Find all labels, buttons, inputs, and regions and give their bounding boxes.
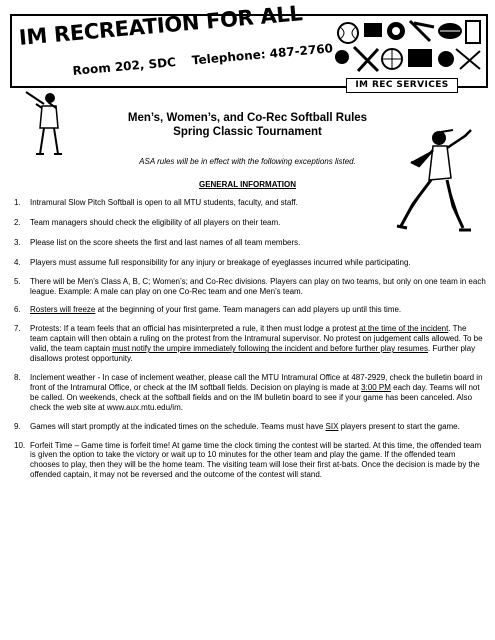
rule-emphasis: at the time of the incident <box>358 324 449 334</box>
rule-text: There will be Men’s Class A, B, C; Women’s; and Co-Rec divisions. Players can play on two teams, but only on one team in each league. Example: A male can play on one Co-Rec team and one Men’s team. <box>30 276 486 296</box>
banner-telephone: Telephone: 487-2760 <box>191 41 334 68</box>
banner-title: IM RECREATION FOR ALL <box>18 1 304 50</box>
rule-text: Please list on the score sheets the first and last names of all team members. <box>30 237 301 247</box>
rule-item <box>14 198 486 208</box>
rule-item <box>14 422 486 432</box>
rule-text-part: at the beginning of your first game. Team managers can add players up until this time. <box>95 305 402 315</box>
rule-item <box>14 324 486 364</box>
rule-number: 5. <box>14 276 21 286</box>
rule-text: Players must assume full responsibility for any injury or breakage of eyeglasses incurred while participating. <box>30 257 411 267</box>
rule-text <box>30 422 486 432</box>
rule-text-part: . The team captain will then obtain a ruling on the protest from the Intramural supervisor. No protest on judgement calls allowed. To be valid, the team captain <box>30 324 483 354</box>
rule-emphasis: SIX <box>325 421 339 431</box>
rules-list <box>14 198 486 480</box>
banner-room: Room 202, SDC <box>72 54 177 78</box>
rule-text-part: Inclement weather - In case of inclement weather, please call the MTU Intramural Office at 487-2929, check the bulletin board in front of the Intramural Office, or check at the IM softball fields. Decision on playing is made at <box>30 372 483 392</box>
rule-item <box>14 218 486 228</box>
section-heading: GENERAL INFORMATION <box>198 180 297 189</box>
rule-item <box>14 258 486 268</box>
banner-contact <box>72 40 345 78</box>
rule-item <box>14 373 486 413</box>
rule-text-part: players present to start the game. <box>338 421 460 431</box>
rule-item <box>14 238 486 248</box>
rule-number: 4. <box>14 257 21 267</box>
rule-text <box>30 373 486 413</box>
rule-number: 7. <box>14 324 21 334</box>
rule-number: 6. <box>14 305 21 315</box>
rule-emphasis: 3:00 PM <box>361 382 391 392</box>
rule-text-part: each day. Teams will not be called. On weekends, check at the softball fields and on the IM bulletin board to see if your game has been canceled. Also check the web site at www.aux.mtu.edu/im. <box>30 382 480 412</box>
document-title: Men’s, Women’s, and Co-Rec Softball Rules <box>127 112 368 124</box>
rule-emphasis: Rosters will freeze <box>30 305 96 315</box>
rule-text-part: Protests: If a team feels that an official has misinterpreted a rule, it then must lodge a protest <box>30 324 359 334</box>
rule-text: Forfeit Time – Game time is forfeit time! At game time the clock timing the contest will be started. At this time, the offended team is given the option to take the victory or wait up to 10 minutes for the other team and play the game. If the offended team chooses to play, then they will be the home team. The visiting team will lose their first at-bats. Once the decision is made by the offended captain, it may not be reversed and the outcome of the contest will stand. <box>30 440 482 480</box>
rule-number: 2. <box>14 217 21 227</box>
rule-item <box>14 441 486 481</box>
rule-item <box>14 305 486 315</box>
rule-number: 9. <box>14 421 21 431</box>
logo-label: IM REC SERVICES <box>346 78 458 93</box>
asa-note: ASA rules will be in effect with the following exceptions listed. <box>139 157 356 166</box>
rule-text-part: . Further play disallows protest opportunity. <box>30 344 476 364</box>
rule-text-part: Games will start promptly at the indicated times on the schedule. Teams must have <box>30 421 326 431</box>
rule-number: 10. <box>14 440 26 450</box>
rule-text: Intramural Slow Pitch Softball is open to all MTU students, faculty, and staff. <box>30 198 298 207</box>
rule-text <box>30 305 486 315</box>
sports-collage-icon <box>334 19 484 85</box>
rule-number: 8. <box>14 372 21 382</box>
rule-text <box>30 324 486 364</box>
header-banner <box>10 1 488 90</box>
rule-number: 3. <box>14 237 21 247</box>
rule-emphasis: must notify the umpire immediately following the incident and before further play resumes <box>112 344 428 354</box>
document-subtitle: Spring Classic Tournament <box>173 126 322 138</box>
rule-number: 1. <box>14 198 21 207</box>
rule-item <box>14 277 486 297</box>
rule-text: Team managers should check the eligibility of all players on their team. <box>30 217 281 227</box>
